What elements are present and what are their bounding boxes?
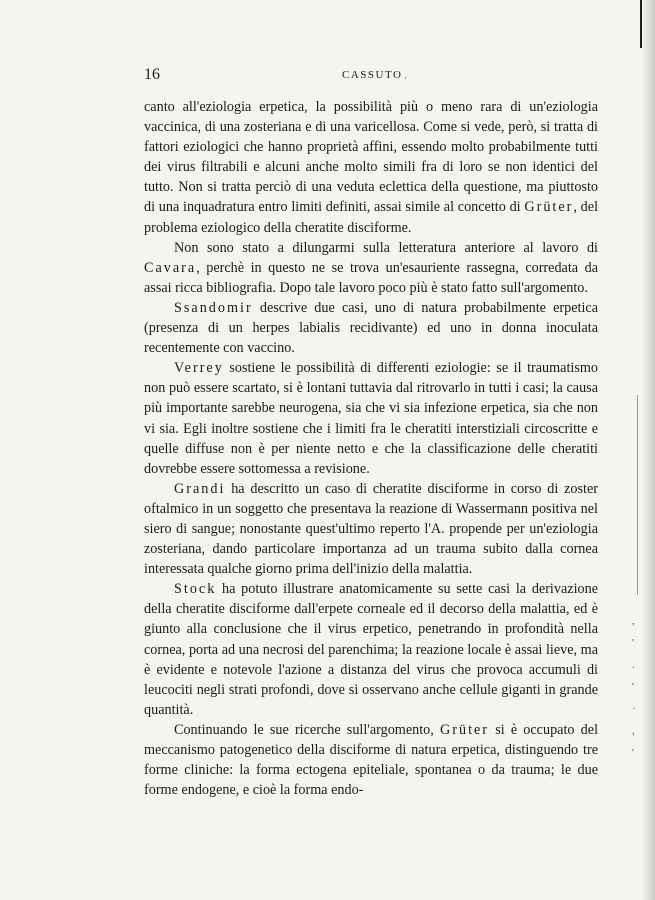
paragraph-4 (144, 358, 598, 479)
print-speck: ‚ (404, 70, 407, 80)
paragraph-2-end: , perchè in questo ne se trova un'esauriente rassegna, corredata da assai ricca bibliografia. Dopo tale lavoro poco più è stato fatto sull'argomento. (144, 259, 598, 296)
author-grandi: Grandi (174, 480, 226, 497)
paragraph-1-end: , del problema eziologico della cheratite disciforme. (144, 199, 599, 236)
paragraph-2 (144, 238, 598, 298)
author-gruter-2: Grüter (440, 721, 490, 738)
margin-marks: , ' . ' · , ' (632, 615, 636, 759)
binding-shadow-line (637, 395, 638, 595)
paragraph-6-text: ha potuto illustrare anatomicamente su sette casi la derivazione della cheratite disciforme dall'erpete corneale ed il decorso della malattia, ed è giunto alla conclusione che il virus erpetico, penetrando in profondità nella cornea, porta ad una necrosi del parenchima; la reazione locale è assai lieve, ma è evidente e notevole l'azione a distanza del virus che provoca accumuli di leucociti negli strati profondi, dove si osservano anche cellule giganti in grande quantità. (144, 581, 598, 718)
paragraph-7 (144, 720, 598, 800)
paragraph-3 (144, 298, 598, 358)
author-stock: Stock (174, 581, 217, 598)
paragraph-6 (144, 579, 598, 720)
page-edge-shadow (641, 0, 655, 900)
paragraph-7-text: Continuando le sue ricerche sull'argomento, (174, 721, 434, 738)
body-text (144, 97, 598, 800)
running-head: CASSUTO (342, 69, 403, 81)
paragraph-4-text: sostiene le possibilità di differenti eziologie: se il traumatismo non può essere scartato, si è lontani tuttavia dal ritrovarlo in tutti i casi; la causa più importante sarebbe neurogena, sia che vi sia infezione erpetica, sia che non vi sia. Egli inoltre sostiene che i limiti fra le cheratiti interstiziali circoscritte e quelle diffuse non è per niente netto e che la classificazione delle cheratiti dovrebbe essere sottomessa a revisione. (144, 360, 598, 477)
author-verrey: Verrey (174, 360, 224, 377)
paragraph-1 (144, 97, 598, 238)
paragraph-5-text: ha descritto un caso di cheratite disciforme in corso di zoster oftalmico in un soggetto che presentava la reazione di Wassermann positiva nel siero di sangue; nonostante quest'ultimo reperto l'A. propende per un'eziologia zosteriana, dando particolare importanza ad un trauma subito dalla cornea interessata qualche giorno prima dell'inizio della malattia. (144, 480, 598, 578)
paragraph-3-text: descrive due casi, uno di natura probabilmente erpetica (presenza di un herpes labialis recidivante) ed uno in donna inoculata recentemente con vaccino. (144, 299, 598, 357)
author-gruter: Grüter (524, 199, 574, 216)
author-ssandomir: Ssandomir (174, 299, 253, 316)
author-cavara: Cavara (144, 259, 197, 276)
paragraph-7-end: si è occupato del meccanismo patogenetico della disciforme di natura erpetica, distinguendo tre forme cliniche: la forma ectogena epiteliale, spontanea o da trauma; le due forme endogene, e cioè la forma endo- (144, 721, 599, 799)
paragraph-2-text: Non sono stato a dilungarmi sulla letteratura anteriore al lavoro di (174, 239, 598, 256)
paragraph-5 (144, 479, 598, 579)
page-number: 16 (144, 66, 160, 83)
paragraph-1-text: canto all'eziologia erpetica, la possibilità più o meno rara di un'eziologia vaccinica, di una zosteriana e di una varicellosa. Come si vede, però, si tratta di fattori eziologici che hanno proprietà affini, essendo molto probabilmente tutti dei virus filtrabili e alcuni anche molto simili fra di loro se non identici del tutto. Non si tratta perciò di una veduta eclettica della questione, ma piuttosto di una inquadratura entro limiti definiti, assai simile al concetto di (144, 99, 598, 216)
